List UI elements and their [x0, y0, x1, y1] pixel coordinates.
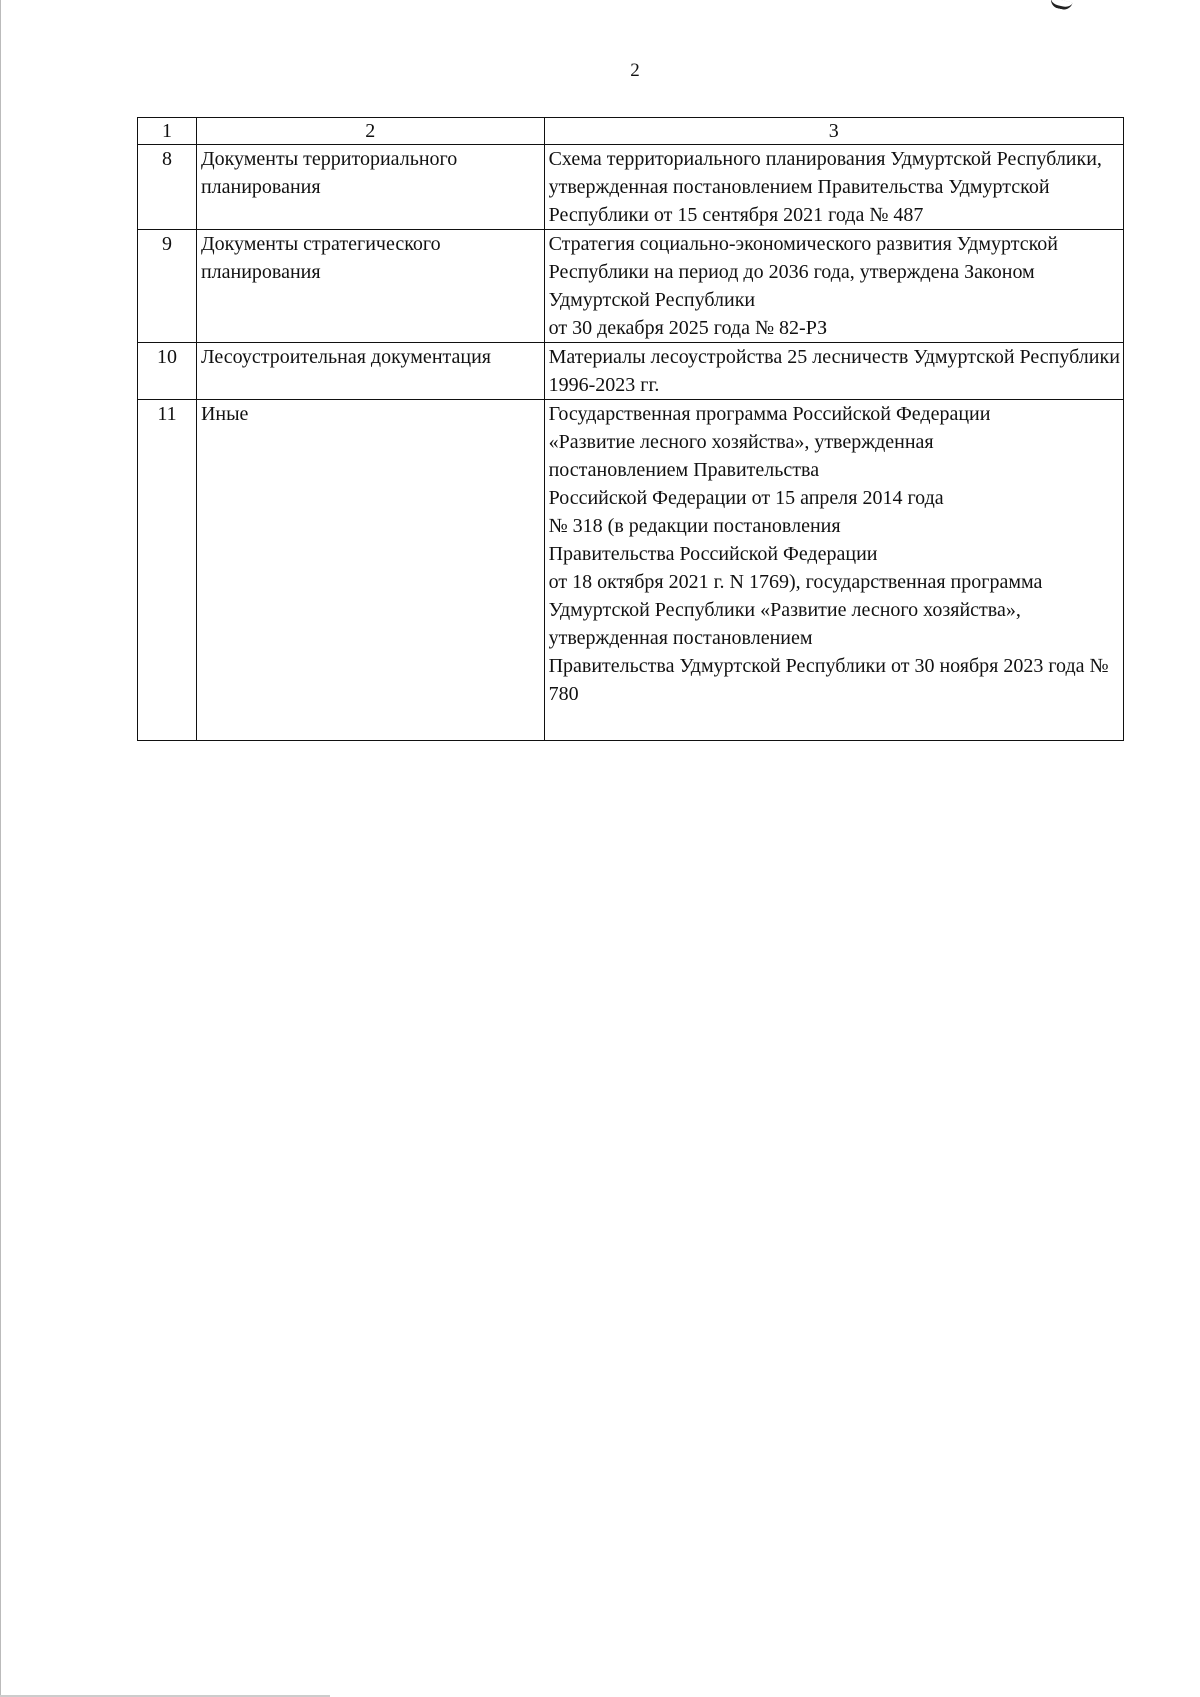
document-source: Стратегия социально-экономического развития Удмуртской Республики на период до 2036 года, утверждена Законом Удмуртской Республики от 30 декабря 2025 года № 82-РЗ [544, 230, 1123, 343]
sources-table [137, 117, 1124, 741]
document-source: Государственная программа Российской Федерации «Развитие лесного хозяйства», утвержденная постановлением Правительства Российской Федерации от 15 апреля 2014 года № 318 (в редакции постановления Правительства Российской Федерации от 18 октября 2021 г. N 1769), государственная программа Удмуртской Республики «Развитие лесного хозяйства», утвержденная постановлением Правительства Удмуртской Республики от 30 ноября 2023 года № 780 [544, 400, 1123, 741]
table-row [138, 145, 1124, 230]
document-type: Лесоустроительная документация [196, 343, 544, 400]
table-row [138, 400, 1124, 741]
document-source: Схема территориального планирования Удмуртской Республики, утвержденная постановлением Правительства Удмуртской Республики от 15 сентября 2021 года № 487 [544, 145, 1123, 230]
document-type: Документы стратегического планирования [196, 230, 544, 343]
document-source: Материалы лесоустройства 25 лесничеств Удмуртской Республики 1996-2023 гг. [544, 343, 1123, 400]
table-row [138, 230, 1124, 343]
column-header-3: 3 [544, 118, 1123, 145]
column-header-1: 1 [138, 118, 197, 145]
table-header-row [138, 118, 1124, 145]
page-number: 2 [630, 60, 640, 81]
row-number: 9 [138, 230, 197, 343]
table-row [138, 343, 1124, 400]
scan-left-edge [0, 0, 1, 1697]
row-number: 10 [138, 343, 197, 400]
document-type: Документы территориального планирования [196, 145, 544, 230]
column-header-2: 2 [196, 118, 544, 145]
scan-corner-mark [1049, 0, 1072, 11]
row-number: 8 [138, 145, 197, 230]
document-type: Иные [196, 400, 544, 741]
row-number: 11 [138, 400, 197, 741]
